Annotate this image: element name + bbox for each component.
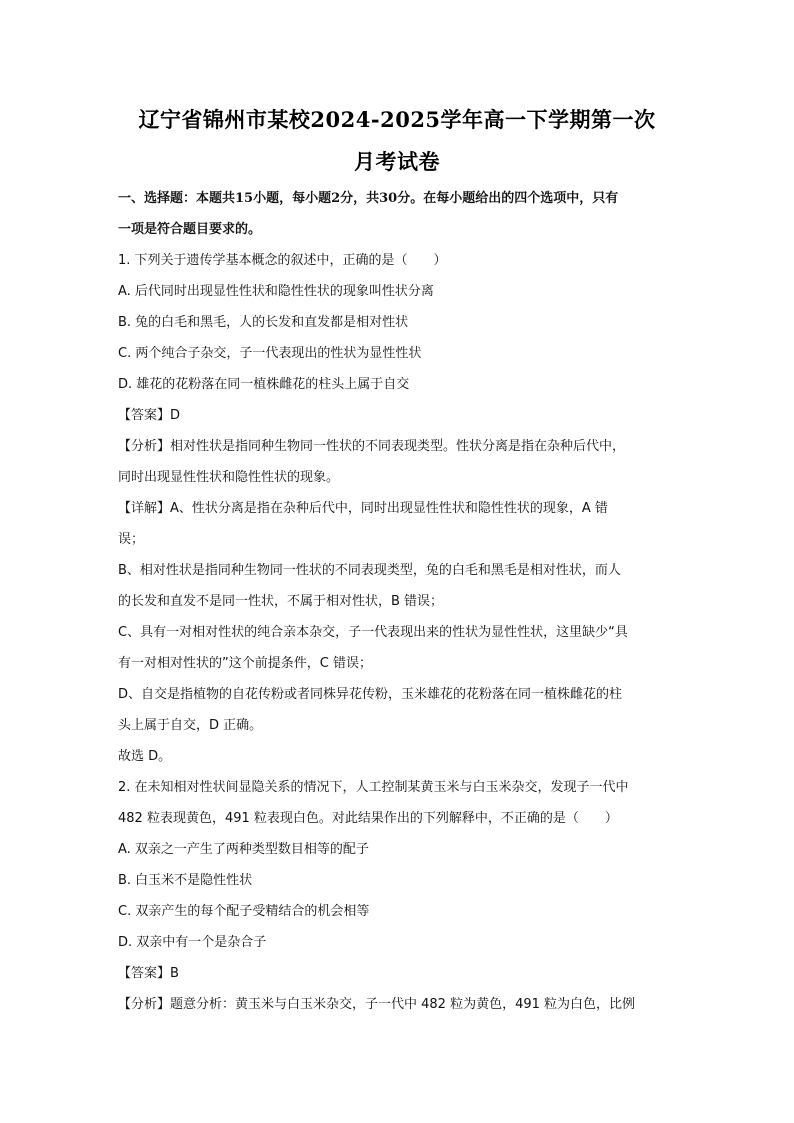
question-2-answer: 【答案】B bbox=[118, 966, 179, 981]
question-1-option-b: B. 兔的白毛和黑毛，人的长发和直发都是相对性状 bbox=[118, 315, 409, 330]
question-2-stem: 2. 在未知相对性状间显隐关系的情况下，人工控制某黄玉米与白玉米杂交，发现子一代中 bbox=[118, 780, 629, 795]
section-header-continued: 一项是符合题目要求的。 bbox=[118, 222, 262, 237]
exam-title-line2: 月考试卷 bbox=[354, 149, 440, 174]
question-1-detail-d: D、自交是指植物的自花传粉或者同株异花传粉，玉米雄花的花粉落在同一植株雌花的柱 bbox=[118, 687, 623, 702]
section-header: 一、选择题：本题共15小题，每小题2分，共30分。在每小题给出的四个选项中，只有 bbox=[118, 191, 619, 206]
question-1-detail-b: B、相对性状是指同种生物同一性状的不同表现类型，兔的白毛和黑毛是相对性状，而人 bbox=[118, 563, 621, 578]
exam-title-line1: 辽宁省锦州市某校2024-2025学年高一下学期第一次 bbox=[138, 107, 656, 132]
question-1-conclusion: 故选 D。 bbox=[118, 749, 172, 764]
question-1-detail-c-cont: 有一对相对性状的”这个前提条件，C 错误； bbox=[118, 656, 372, 671]
question-1-detail-a: 【详解】A、性状分离是指在杂种后代中，同时出现显性性状和隐性性状的现象，A 错 bbox=[118, 501, 608, 516]
question-2-option-d: D. 双亲中有一个是杂合子 bbox=[118, 935, 267, 950]
question-1-answer: 【答案】D bbox=[118, 408, 181, 423]
question-1-detail-c: C、具有一对相对性状的纯合亲本杂交，子一代表现出来的性状为显性性状，这里缺少“具 bbox=[118, 625, 628, 640]
question-1-detail-a-cont: 误； bbox=[118, 532, 145, 547]
question-2-option-b: B. 白玉米不是隐性性状 bbox=[118, 873, 253, 888]
question-1-detail-b-cont: 的长发和直发不是同一性状，不属于相对性状，B 错误； bbox=[118, 594, 444, 609]
question-2-option-c: C. 双亲产生的每个配子受精结合的机会相等 bbox=[118, 904, 370, 919]
question-2-analysis: 【分析】题意分析：黄玉米与白玉米杂交，子一代中 482 粒为黄色，491 粒为白色，比例 bbox=[118, 997, 636, 1012]
question-1-option-a: A. 后代同时出现显性性状和隐性性状的现象叫性状分离 bbox=[118, 284, 434, 299]
question-2-stem-cont: 482 粒表现黄色，491 粒表现白色。对此结果作出的下列解释中，不正确的是（ ） bbox=[118, 811, 618, 826]
question-1-option-c: C. 两个纯合子杂交，子一代表现出的性状为显性性状 bbox=[118, 346, 422, 361]
question-1-analysis-cont: 同时出现显性性状和隐性性状的现象。 bbox=[118, 470, 340, 485]
question-1-stem: 1. 下列关于遗传学基本概念的叙述中，正确的是（ ） bbox=[118, 253, 447, 268]
question-1-analysis: 【分析】相对性状是指同种生物同一性状的不同表现类型。性状分离是指在杂种后代中， bbox=[118, 439, 626, 454]
question-1-option-d: D. 雄花的花粉落在同一植株雌花的柱头上属于自交 bbox=[118, 377, 410, 392]
question-1-detail-d-cont: 头上属于自交，D 正确。 bbox=[118, 718, 263, 733]
exam-body bbox=[118, 183, 678, 1020]
question-2-option-a: A. 双亲之一产生了两种类型数目相等的配子 bbox=[118, 842, 369, 857]
